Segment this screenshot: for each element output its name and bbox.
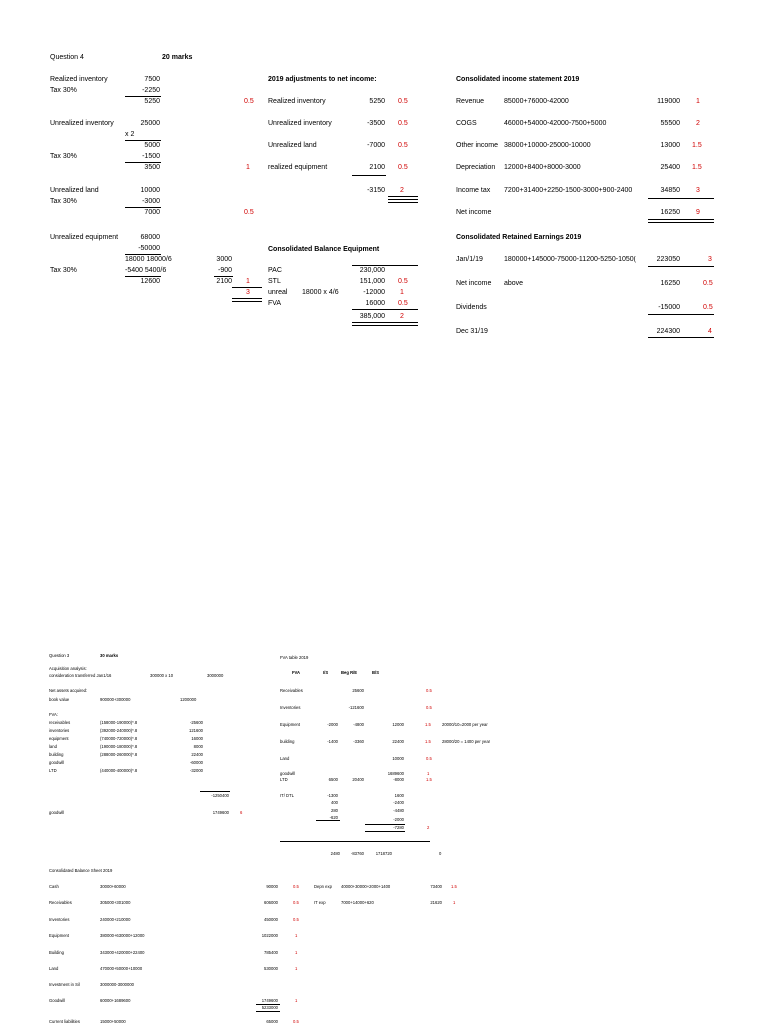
be-total: 385,000 <box>359 313 385 320</box>
mark: 0.5 <box>244 98 254 105</box>
ue-value2: -50000 <box>138 245 160 252</box>
mark: 6 <box>240 810 243 815</box>
goodwill-label: goodwill <box>49 810 65 815</box>
mark: 1.5 <box>451 884 457 889</box>
dep-label: Depn exp <box>314 884 332 889</box>
bs-formula: 470000+50000+10000 <box>100 966 143 971</box>
underline <box>388 196 418 197</box>
is-formula: 46000+54000-42000-7500+5000 <box>504 120 607 127</box>
cell: -1300 <box>327 793 338 798</box>
unreal-label: unreal <box>268 289 288 296</box>
cell: -4800 <box>353 722 364 727</box>
adj-label: realized equipment <box>268 164 328 171</box>
bs-value: 65000 <box>266 1019 278 1024</box>
book-value-formula: 900000+300000 <box>100 697 131 702</box>
cell: -2000 <box>327 722 338 727</box>
q3-title: Question 3 <box>49 653 70 658</box>
pac-label: PAC <box>268 267 282 274</box>
stl-label: STL <box>268 278 281 285</box>
q3-marks: 30 marks <box>100 653 119 658</box>
adj-value: 5250 <box>369 98 385 105</box>
fva-table-header: I/S <box>323 670 329 675</box>
mark: 0.5 <box>398 120 408 127</box>
fva-label: land <box>49 744 57 749</box>
underline <box>352 175 386 176</box>
fva-formula: (190000-180000)*.8 <box>100 744 138 749</box>
fva-label: equipment <box>49 736 69 741</box>
mark: 1 <box>427 771 430 776</box>
bs-label: Investment in Sil <box>49 982 80 987</box>
q4-marks: 20 marks <box>162 54 193 61</box>
jan-label: Jan/1/19 <box>456 256 483 263</box>
mark: 0.5 <box>426 756 432 761</box>
ue-value3b: 3000 <box>216 256 232 263</box>
ue-value4b: -900 <box>217 267 232 274</box>
ul-value: 10000 <box>140 187 160 194</box>
total-cell: -83760 <box>350 851 364 856</box>
fva-row-label: IT/ DTL <box>280 793 294 798</box>
bs-formula: 3000000-3000000 <box>100 982 134 987</box>
goodwill-value: 1749600 <box>212 810 229 815</box>
underline <box>316 820 340 821</box>
realized-inventory-label: Realized inventory <box>50 76 108 83</box>
mark: 0.5 <box>398 142 408 149</box>
is-label: Depreciation <box>456 164 496 171</box>
mark: 1.5 <box>425 739 431 744</box>
fva-row-label: Equipment <box>280 722 301 727</box>
total-cell: 1718720 <box>375 851 392 856</box>
fva-label: receivables <box>49 720 71 725</box>
mark: 0.5 <box>293 884 299 889</box>
fva-row-label: building <box>280 739 295 744</box>
underline <box>125 162 161 163</box>
unreal-value: -12000 <box>363 289 385 296</box>
cell: -2000 <box>393 817 404 822</box>
ni-formula: above <box>504 280 524 287</box>
fva-value: 8000 <box>193 744 203 749</box>
mark: 0.5 <box>293 917 299 922</box>
bs-value: 450000 <box>264 917 278 922</box>
mark: 0.5 <box>426 688 432 693</box>
net-income-value: 16250 <box>660 209 680 216</box>
mark: 2 <box>427 825 430 830</box>
mark: 1.5 <box>425 722 431 727</box>
bs-label: Receivables <box>49 900 72 905</box>
underline <box>232 287 262 288</box>
net-income-label: Net income <box>456 209 492 216</box>
mark: 0.5 <box>398 164 408 171</box>
fva-label: LTD <box>49 768 57 773</box>
div-label: Dividends <box>456 304 487 311</box>
consideration-label: consideration transferred Jan1/16 <box>49 673 112 678</box>
double-underline <box>648 219 714 223</box>
ri-net: 5250 <box>144 98 160 105</box>
mark: 0.5 <box>244 209 254 216</box>
ui-tax: -1500 <box>142 153 160 160</box>
underline <box>125 140 161 141</box>
fva-table-header: B/S <box>372 670 379 675</box>
ul-net: 7000 <box>144 209 160 216</box>
underline <box>214 276 233 277</box>
mark: 1 <box>295 933 298 938</box>
fva-row-label: Land <box>280 756 290 761</box>
cell: -7280 <box>393 825 404 830</box>
div-value: -15000 <box>658 304 680 311</box>
mark: 0.5 <box>426 705 432 710</box>
mark: 1 <box>246 278 250 285</box>
mark: 1 <box>295 966 298 971</box>
itexp-value: 21620 <box>430 900 442 905</box>
underline <box>648 198 714 199</box>
fva-value: -32000 <box>189 768 203 773</box>
ul-tax: -3000 <box>142 198 160 205</box>
bs-value: 1749600 <box>261 998 278 1003</box>
cell: -620 <box>329 815 338 820</box>
unreal-formula: 18000 x 4/6 <box>302 289 339 296</box>
double-underline <box>388 199 418 203</box>
book-value-value: 1200000 <box>180 697 197 702</box>
mark: 9 <box>696 209 700 216</box>
unrealized-land-label: Unrealized land <box>50 187 99 194</box>
dep-formula: 40000+30000+2000+1400 <box>341 884 391 889</box>
mark: 1 <box>453 900 456 905</box>
fva-label: FVA <box>268 300 282 307</box>
underline <box>125 276 161 277</box>
fva-label: inventories <box>49 728 70 733</box>
bs-formula: 343000+420000+22400 <box>100 950 145 955</box>
bs-value: 530000 <box>264 966 278 971</box>
ri-value: 7500 <box>144 76 160 83</box>
note: 20000/10=2000 per year <box>442 722 488 727</box>
is-label: COGS <box>456 120 477 127</box>
cell: -8000 <box>393 777 404 782</box>
is-value: 55500 <box>660 120 680 127</box>
fva-value: 22400 <box>191 752 203 757</box>
bs-subtotal: 5233000 <box>261 1005 278 1010</box>
underline <box>648 266 714 267</box>
cell: -4480 <box>393 808 404 813</box>
cell: 25600 <box>352 688 364 693</box>
mark: 3 <box>246 289 250 296</box>
net-assets-label: Net assets acquired: <box>49 688 88 693</box>
mark: 1 <box>295 998 298 1003</box>
mark: 2 <box>400 313 404 320</box>
consideration-value: 3000000 <box>207 673 224 678</box>
mark: 0.5 <box>398 300 408 307</box>
underline <box>125 96 161 97</box>
ui-net: 3500 <box>144 164 160 171</box>
bs-formula: 15000+50000 <box>100 1019 126 1024</box>
total-fva: -1250400 <box>211 793 229 798</box>
adj-label: Unrealized inventory <box>268 120 332 127</box>
cell: 10000 <box>392 756 404 761</box>
cell: 6500 <box>328 777 338 782</box>
ri-tax: -2250 <box>142 87 160 94</box>
dec-value: 224300 <box>656 328 680 335</box>
income-statement-title: Consolidated income statement 2019 <box>456 76 580 83</box>
bs-value: 1022000 <box>261 933 278 938</box>
ui-value2: 5000 <box>144 142 160 149</box>
mark: 2 <box>400 187 404 194</box>
mark: 1.5 <box>692 164 702 171</box>
bs-label: Building <box>49 950 64 955</box>
is-formula: 12000+8400+8000-3000 <box>504 164 581 171</box>
underline <box>648 314 714 315</box>
cell: -121600 <box>348 705 364 710</box>
bs-label: Current liabilities <box>49 1019 80 1024</box>
cell: -3360 <box>353 739 364 744</box>
bs-formula: 305000+301000 <box>100 900 131 905</box>
bs-label: Goodwill <box>49 998 66 1003</box>
cell: 20400 <box>352 777 364 782</box>
mark: 0.5 <box>293 1019 299 1024</box>
fva-value: -60000 <box>189 760 203 765</box>
bs-label: Land <box>49 966 59 971</box>
total-cell: 0 <box>439 851 442 856</box>
book-value-label: book value <box>49 697 70 702</box>
jan-value: 223050 <box>656 256 680 263</box>
fva-value: 121600 <box>189 728 203 733</box>
bs-label: Cash <box>49 884 59 889</box>
underline <box>125 254 161 255</box>
underline <box>200 791 230 792</box>
mark: 1 <box>295 950 298 955</box>
mark: 0.5 <box>398 98 408 105</box>
mark: 1.5 <box>692 142 702 149</box>
mark: 0.5 <box>703 280 713 287</box>
mark: 1 <box>246 164 250 171</box>
cell: 400 <box>331 800 338 805</box>
tax-label: Tax 30% <box>50 198 77 205</box>
adjustments-title: 2019 adjustments to net income: <box>268 76 377 83</box>
bs-formula: 380000+630000+12000 <box>100 933 145 938</box>
ni-label: Net income <box>456 280 492 287</box>
ui-times: x 2 <box>125 131 135 138</box>
cell: -1400 <box>327 739 338 744</box>
stl-value: 151,000 <box>359 278 385 285</box>
dec-label: Dec 31/19 <box>456 328 488 335</box>
mark: 2 <box>696 120 700 127</box>
fva-value: -25600 <box>189 720 203 725</box>
cell: 12000 <box>392 722 404 727</box>
underline <box>352 309 418 310</box>
is-value: 13000 <box>660 142 680 149</box>
fva-row-label: Receivables <box>280 688 303 693</box>
bs-formula: 60000+1689600 <box>100 998 131 1003</box>
ui-value: 25000 <box>140 120 160 127</box>
fva-formula: (440000-400000)*.8 <box>100 768 138 773</box>
ue-value5: 12600 <box>140 278 160 285</box>
tax-label: Tax 30% <box>50 267 77 274</box>
pac-value: 230,000 <box>359 267 385 274</box>
acq-label: Acquisition analysis: <box>49 666 87 671</box>
note: 28000/20 = 1400 per year <box>442 739 491 744</box>
total-cell: 2480 <box>330 851 340 856</box>
jan-formula: 180000+145000-75000-11200-5250-1050( <box>504 256 637 263</box>
fva-value: 16000 <box>365 300 385 307</box>
cell: -2400 <box>393 800 404 805</box>
adj-label: Realized inventory <box>268 98 326 105</box>
mark: 0.5 <box>703 304 713 311</box>
underline <box>256 1011 280 1012</box>
fva-formula: (288000-260000)*.8 <box>100 752 138 757</box>
double-underline <box>232 298 262 302</box>
ue-value: 68000 <box>140 234 160 241</box>
unrealized-equipment-label: Unrealized equipment <box>50 234 119 241</box>
fva-value: 16000 <box>191 736 203 741</box>
fva-formula: (392000-240000)*.8 <box>100 728 138 733</box>
mark: 1.5 <box>426 777 432 782</box>
adj-value: -3500 <box>367 120 385 127</box>
mark: 3 <box>708 256 712 263</box>
bs-label: Inventories <box>49 917 70 922</box>
underline <box>365 831 405 832</box>
balance-equipment-title: Consolidated Balance Equipment <box>268 246 380 253</box>
mark: 0.5 <box>398 278 408 285</box>
is-value: 34850 <box>660 187 680 194</box>
double-underline <box>352 322 418 326</box>
ue-value5b: 2100 <box>216 278 232 285</box>
is-value: 25400 <box>660 164 680 171</box>
is-label: Income tax <box>456 187 491 194</box>
consideration-formula: 300000 x 10 <box>150 673 174 678</box>
fva-row-label: Inventories <box>280 705 301 710</box>
fva-row-label: goodwill <box>280 771 296 776</box>
q4-title: Question 4 <box>50 54 84 61</box>
ue-value4: -5400 5400/6 <box>125 267 167 274</box>
adj-label: Unrealized land <box>268 142 317 149</box>
balance-sheet-title: Consolidated Balance Sheet 2019 <box>49 868 113 873</box>
is-value: 119000 <box>657 98 680 105</box>
adj-value: 2100 <box>369 164 385 171</box>
mark: 0.5 <box>293 900 299 905</box>
adj-total: -3150 <box>367 187 385 194</box>
is-formula: 7200+31400+2250-1500-3000+900-2400 <box>504 187 633 194</box>
bs-value: 785400 <box>264 950 278 955</box>
unrealized-inventory-label: Unrealized inventory <box>50 120 114 127</box>
bs-label: Equipment <box>49 933 70 938</box>
mark: 4 <box>708 328 712 335</box>
tax-label: Tax 30% <box>50 153 77 160</box>
fva-row-label: LTD <box>280 777 288 782</box>
mark: 1 <box>696 98 700 105</box>
dep-value: 73400 <box>430 884 442 889</box>
underline <box>125 207 161 208</box>
fva-table-title: FVA table 2019 <box>280 655 309 660</box>
underline <box>280 841 430 842</box>
retained-earnings-title: Consolidated Retained Earnings 2019 <box>456 234 582 241</box>
itexp-label: IT exp <box>314 900 326 905</box>
cell: 280 <box>331 808 338 813</box>
itexp-formula: 7000+14000+620 <box>341 900 374 905</box>
bs-formula: 30000+60000 <box>100 884 126 889</box>
fva-formula: (158000-190000)*.8 <box>100 720 138 725</box>
mark: 1 <box>400 289 404 296</box>
is-label: Revenue <box>456 98 485 105</box>
cell: 1600 <box>394 793 404 798</box>
fva-header: FVA: <box>49 712 58 717</box>
fva-table-header: Beg R/E <box>341 670 358 675</box>
is-formula: 38000+10000-25000-10000 <box>504 142 591 149</box>
tax-label: Tax 30% <box>50 87 77 94</box>
bs-value: 606000 <box>264 900 278 905</box>
bs-value: 90000 <box>266 884 278 889</box>
is-formula: 85000+76000-42000 <box>504 98 569 105</box>
fva-label: goodwill <box>49 760 65 765</box>
ue-value3: 18000 18000/6 <box>125 256 172 263</box>
adj-value: -7000 <box>367 142 385 149</box>
fva-table-header: FVA <box>292 670 301 675</box>
bs-formula: 240000+210000 <box>100 917 131 922</box>
fva-label: building <box>49 752 64 757</box>
underline <box>352 265 418 266</box>
cell: 1689600 <box>387 771 404 776</box>
cell: 22400 <box>392 739 404 744</box>
is-label: Other income <box>456 142 499 149</box>
underline <box>648 337 714 338</box>
mark: 3 <box>696 187 700 194</box>
fva-formula: (740000-720000)*.8 <box>100 736 138 741</box>
ni-value: 16250 <box>660 280 680 287</box>
